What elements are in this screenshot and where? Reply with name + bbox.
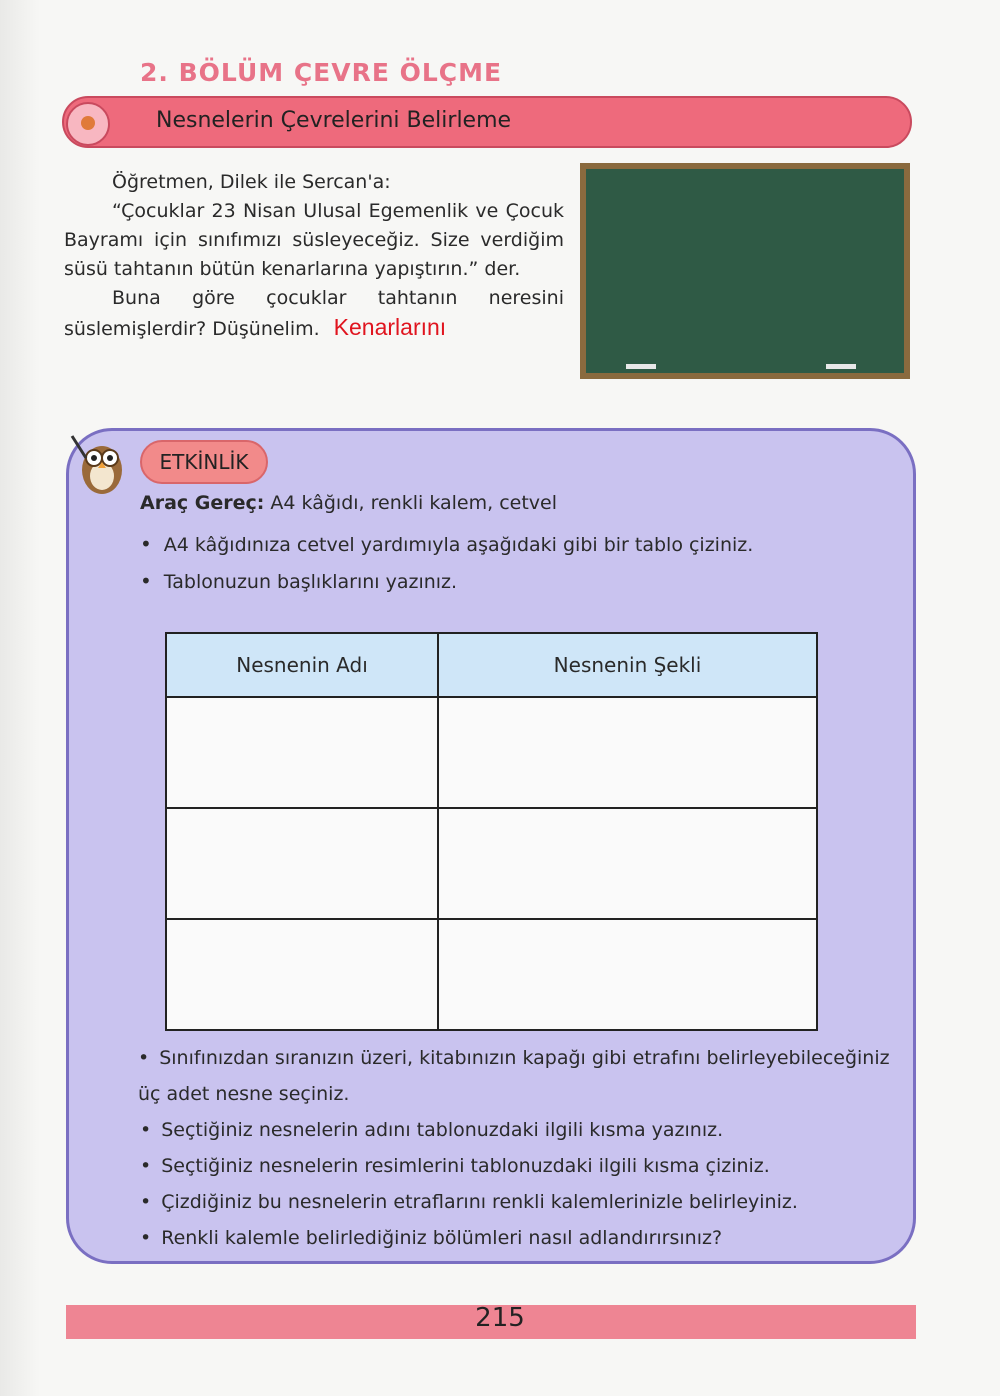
instruction-list — [90, 1040, 900, 1256]
column-header-shape: Nesnenin Şekli — [438, 633, 817, 697]
table-cell — [438, 919, 817, 1030]
intro-question — [64, 284, 564, 344]
activity-bullets — [140, 526, 753, 600]
instruction-item: • Renkli kalemle belirlediğiniz bölümleri nasıl adlandırırsınız? — [90, 1220, 900, 1256]
table-cell — [166, 697, 438, 808]
table-row — [166, 808, 817, 919]
bullet-item: • Tablonuzun başlıklarını yazınız. — [140, 563, 753, 600]
table-cell — [166, 919, 438, 1030]
column-header-name: Nesnenin Adı — [166, 633, 438, 697]
intro-line-1: Öğretmen, Dilek ile Sercan'a: — [112, 171, 391, 193]
tools-line — [140, 492, 557, 514]
table-row — [166, 919, 817, 1030]
table-cell — [166, 808, 438, 919]
intro-text — [64, 168, 564, 344]
table-cell — [438, 697, 817, 808]
page-binding-edge — [0, 0, 40, 1396]
bullet-item: • A4 kâğıdınıza cetvel yardımıyla aşağıdaki gibi bir tablo çiziniz. — [140, 526, 753, 563]
owl-icon — [66, 428, 136, 498]
instruction-item: • Çizdiğiniz bu nesnelerin etraflarını renkli kalemlerinizle belirleyiniz. — [90, 1184, 900, 1220]
instruction-item: • Seçtiğiniz nesnelerin resimlerini tablonuzdaki ilgili kısma çiziniz. — [90, 1148, 900, 1184]
section-title: Nesnelerin Çevrelerini Belirleme — [156, 108, 512, 133]
table-cell — [438, 808, 817, 919]
chapter-title: 2. BÖLÜM ÇEVRE ÖLÇME — [140, 58, 503, 87]
table-row — [166, 697, 817, 808]
intro-question-text: Buna göre çocuklar tahtanın neresini süslemişlerdir? Düşünelim. — [64, 287, 564, 340]
eraser-icon — [826, 364, 856, 369]
chalk-icon — [626, 364, 656, 369]
instruction-item: • Seçtiğiniz nesnelerin adını tablonuzdaki ilgili kısma yazınız. — [90, 1112, 900, 1148]
chalkboard-image — [580, 163, 910, 379]
page-number: 215 — [475, 1303, 525, 1333]
intro-line-2: “Çocuklar 23 Nisan Ulusal Egemenlik ve Çocuk Bayramı için sınıfımızı süsleyeceğiz. Size verdiğim süsü tahtanın bütün kenarlarına yapıştırın.” der. — [64, 200, 564, 280]
tools-value: A4 kâğıdı, renkli kalem, cetvel — [270, 492, 558, 514]
handwritten-answer: Kenarlarını — [333, 314, 447, 340]
activity-badge: ETKİNLİK — [140, 440, 268, 484]
instruction-item: • Sınıfınızdan sıranızın üzeri, kitabınızın kapağı gibi etrafını belirleyebileceğiniz üç adet nesne seçiniz. — [90, 1040, 900, 1112]
object-table — [165, 632, 818, 1031]
tools-label: Araç Gereç: — [140, 492, 265, 514]
flower-icon — [66, 102, 110, 146]
